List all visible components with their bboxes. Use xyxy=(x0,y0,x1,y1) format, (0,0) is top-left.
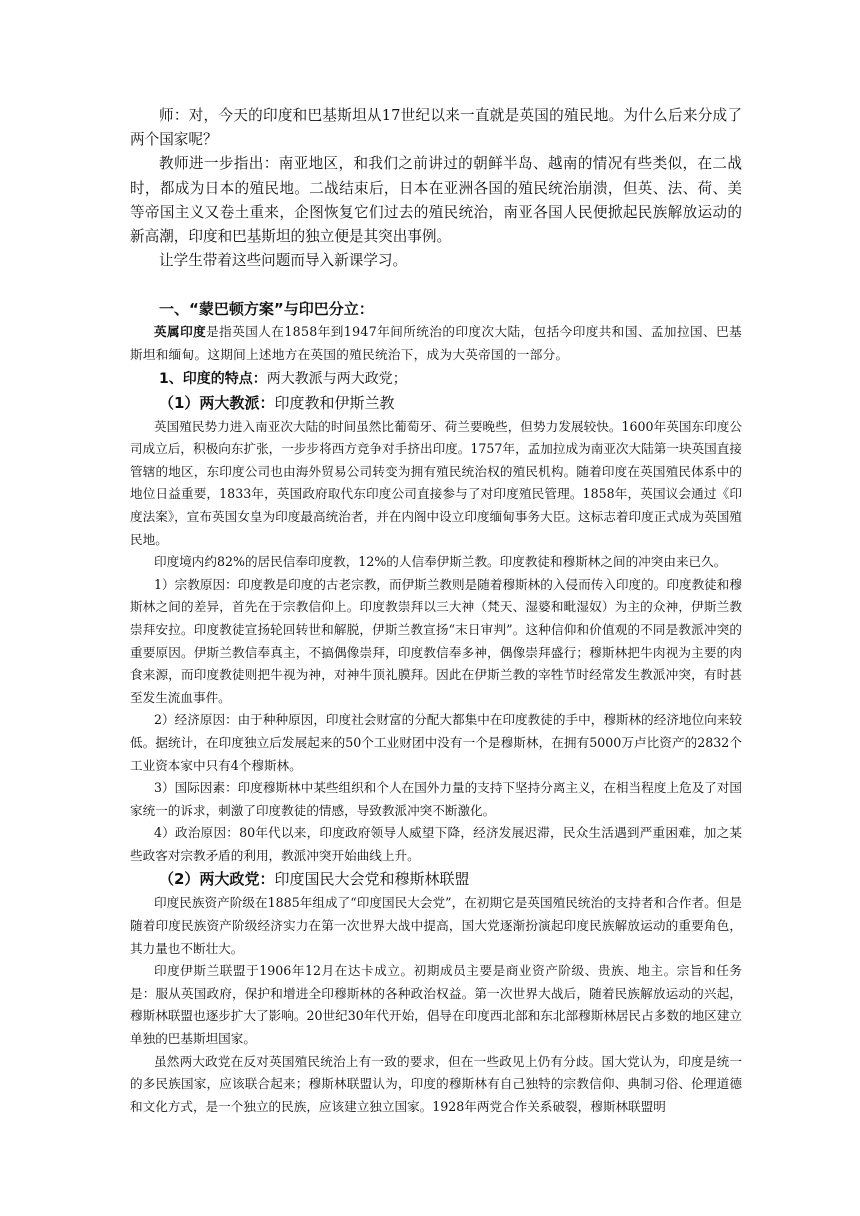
subheading-religions xyxy=(130,391,742,416)
body-paragraph: 3）国际因素：印度穆斯林中某些组织和个人在国外力量的支持下坚持分离主义，在相当程度上危及了对国家统一的诉求，刺激了印度教徒的情感，导致教派冲突不断激化。 xyxy=(130,780,742,818)
body-paragraph: 2）经济原因：由于种种原因，印度社会财富的分配大都集中在印度教徒的手中，穆斯林的经济地位向来较低。据统计，在印度独立后发展起来的50个工业财团中没有一个是穆斯林，在拥有5000万卢比资产的2832个工业资本家中只有4个穆斯林。 xyxy=(130,712,742,773)
subheading-parties xyxy=(130,867,742,892)
body-paragraph: 印度民族资产阶级在1885年组成了“印度国民大会党”，在初期它是英国殖民统治的支持者和合作者。但是随着印度民族资产阶级经济实力在第一次世界大战中提高，国大党逐渐扮演起印度民族解放运动的重要角色，其力量也不断壮大。 xyxy=(130,895,742,956)
body-paragraph: 印度伊斯兰联盟于1906年12月在达卡成立。初期成员主要是商业资产阶级、贵族、地主。宗旨和任务是：服从英国政府，保护和增进全印穆斯林的各种政治权益。第一次世界大战后，随着民族解放运动的兴起，穆斯林联盟也逐步扩大了影响。20世纪30年代开始，倡导在印度西北部和东北部穆斯林居民占多数的地区建立单独的巴基斯坦国家。 xyxy=(130,963,742,1047)
definition-term: 英属印度 xyxy=(154,324,207,340)
subheading-religions-label: （1）两大教派： xyxy=(159,393,275,412)
body-paragraph: 印度境内约82%的居民信奉印度教，12%的人信奉伊斯兰教。印度教徒和穆斯林之间的冲突由来已久。 xyxy=(154,554,727,570)
teacher-question-paragraph: 师：对，今天的印度和巴基斯坦从17世纪以来一直就是英国的殖民地。为什么后来分成了两个国家呢？ xyxy=(130,107,742,149)
teacher-explanation-paragraph: 教师进一步指出：南亚地区，和我们之前讲过的朝鲜半岛、越南的情况有些类似，在二战时，都成为日本的殖民地。二战结束后，日本在亚洲各国的殖民统治崩溃，但英、法、荷、美等帝国主义又卷土重来，企图恢复它们过去的殖民统治，南亚各国人民便掀起民族解放运动的新高潮，印度和巴基斯坦的独立便是其突出事例。 xyxy=(130,155,742,246)
subheading-parties-text: 印度国民大会党和穆斯林联盟 xyxy=(274,870,470,889)
definition-text: 是指英国人在1858年到1947年间所统治的印度次大陆，包括今印度共和国、孟加拉国、巴基斯坦和缅甸。这期间上述地方在英国的殖民统治下，成为大英帝国的一部分。 xyxy=(130,324,742,363)
subheading-religions-text: 印度教和伊斯兰教 xyxy=(274,393,395,412)
spacer xyxy=(130,273,742,297)
body-paragraph: 英国殖民势力进入南亚次大陆的时间虽然比葡萄牙、荷兰要晚些，但势力发展较快。1600年英国东印度公司成立后，积极向东扩张，一步步将西方竞争对手挤出印度。1757年，孟加拉成为南亚次大陆第一块英国直接管辖的地区，东印度公司也由海外贸易公司转变为拥有殖民统治权的殖民机构。随着印度在英国殖民体系中的地位日益重要，1833年，英国政府取代东印度公司直接参与了对印度殖民管理。1858年，英国议会通过《印度法案》，宣布英国女皇为印度最高统治者，并在内阁中设立印度缅甸事务大臣。这标志着印度正式成为英国殖民地。 xyxy=(130,418,742,547)
definition-paragraph xyxy=(130,321,742,366)
lead-in-paragraph: 让学生带着这些问题而导入新课学习。 xyxy=(159,252,408,270)
subheading-features-text: 两大教派与两大政党； xyxy=(266,370,407,387)
body-paragraph: 1）宗教原因：印度教是印度的古老宗教，而伊斯兰教则是随着穆斯林的入侵而传入印度的。印度教徒和穆斯林之间的差异，首先在于宗教信仰上。印度教崇拜以三大神（梵天、湿婆和毗湿奴）为主的众神，伊斯兰教崇拜安拉。印度教徒宣扬轮回转世和解脱，伊斯兰教宣扬“末日审判”。这种信仰和价值观的不同是教派冲突的重要原因。伊斯兰教信奉真主，不搞偶像崇拜，印度教信奉多神，偶像崇拜盛行；穆斯林把牛肉视为主要的肉食来源，而印度教徒则把牛视为神，对神牛顶礼膜拜。因此在伊斯兰教的宰牲节时经常发生教派冲突，有时甚至发生流血事件。 xyxy=(130,576,742,705)
subheading-parties-label: （2）两大政党： xyxy=(159,870,275,889)
body-paragraph: 虽然两大政党在反对英国殖民统治上有一致的要求，但在一些政见上仍有分歧。国大党认为，印度是统一的多民族国家，应该联合起来；穆斯林联盟认为，印度的穆斯林有自己独特的宗教信仰、典制习俗、伦理道德和文化方式，是一个独立的民族，应该建立独立国家。1928年两党合作关系破裂，穆斯林联盟明 xyxy=(130,1053,742,1114)
body-paragraph: 4）政治原因：80年代以来，印度政府领导人威望下降，经济发展迟滞，民众生活遇到严重困难，加之某些政客对宗教矛盾的利用，教派冲突开始曲线上升。 xyxy=(130,825,742,863)
document-body xyxy=(130,104,742,1118)
subheading-features-label: 1、印度的特点： xyxy=(159,370,267,387)
subheading-features xyxy=(130,367,742,391)
section-heading: 一、“蒙巴顿方案”与印巴分立： xyxy=(159,300,374,319)
